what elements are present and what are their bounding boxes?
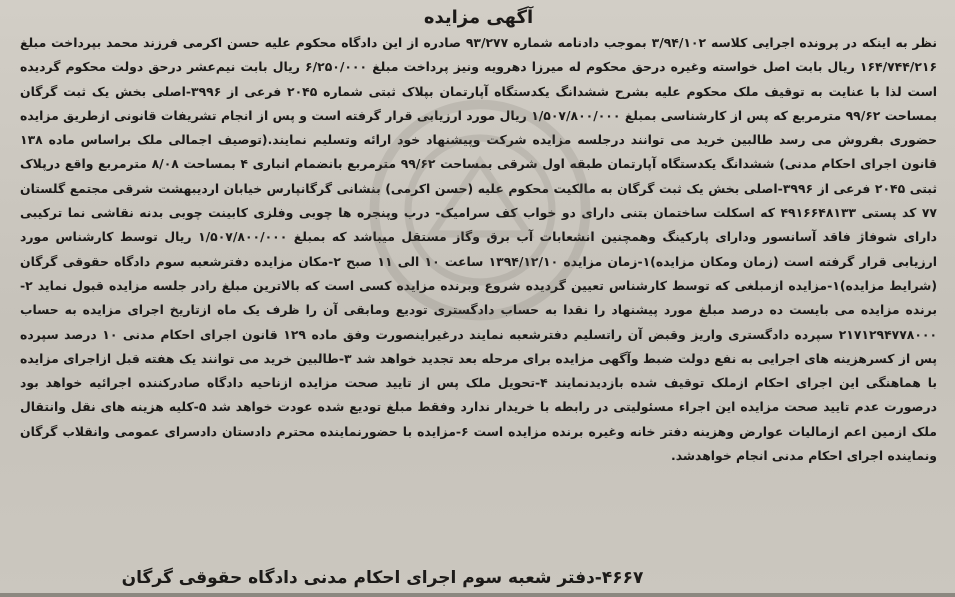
notice-footer-signature: ۴۶۶۷-دفتر شعبه سوم اجرای احکام مدنی دادگاه حقوقی گرگان: [121, 568, 644, 588]
notice-title: آگهی مزایده: [423, 7, 534, 28]
bottom-rule: [0, 593, 955, 597]
notice-body: نظر به اینکه در پرونده اجرایی کلاسه ۳/۹۴/۱۰۲ بموجب دادنامه شماره ۹۳/۲۷۷ صادره از این دادگاه محکوم علیه حسن اکرمی فرزند محمد بپرداخت مبلغ ۱۶۴/۷۴۴/۲۱۶ ریال بابت اصل خواسته وغیره درحق محکوم له میرزا دهرویه ونیز پرداخت مبلغ ۶/۲۵۰/۰۰۰ ریال بابت نیم‌عشر درحق دولت محکوم گردیده است لذا با عنایت به توقیف ملک محکوم علیه بشرح ششدانگ یکدستگاه آپارتمان بپلاک ثبتی شماره ۲۰۴۵ فرعی از ۳۹۹۶-اصلی بخش یک ثبت گرگان بمساحت ۹۹/۶۲ مترمربع که پس از کارشناسی بمبلغ ۱/۵۰۷/۸۰۰/۰۰۰ ریال مورد ارزیابی قرار گرفته است و پس از انجام تشریفات قانونی ازطریق مزایده حضوری بفروش می رسد طالبین خرید می توانند درجلسه مزایده شرکت وپیشنهاد خود ارائه وتسلیم نمایند.(توصیف اجمالی ملک براساس ماده ۱۳۸ قانون اجرای احکام مدنی) ششدانگ یکدستگاه آپارتمان طبقه اول شرقی بمساحت ۹۹/۶۲ مترمربع بانضمام انباری ۴ بمساحت ۸/۰۸ مترمربع واقع درپلاک ثبتی ۲۰۴۵ فرعی از ۳۹۹۶-اصلی بخش یک ثبت گرگان به مالکیت محکوم علیه (حسن اکرمی) بنشانی گرگانپارس خیابان اردیبهشت شرقی مجتمع گلستان ۷۷ کد پستی ۴۹۱۶۶۴۸۱۳۳ که اسکلت ساختمان بتنی دارای دو خواب کف سرامیک- درب وپنجره ها چوبی وفلزی کابینت چوبی بدنه نقاشی نما ترکیبی دارای شوفاژ فاقد آسانسور ودارای پارکینگ وهمچنین انشعابات آب برق وگاز مستقل میباشد که بمبلغ ۱/۵۰۷/۸۰۰/۰۰۰ ریال توسط کارشناس مورد ارزیابی قرار گرفته است (زمان ومکان مزایده)۱-زمان مزایده ۱۳۹۴/۱۲/۱۰ ساعت ۱۰ الی ۱۱ صبح ۲-مکان مزایده دفترشعبه سوم دادگاه حقوقی گرگان (شرایط مزایده)۱-مزایده ازمبلغی که توسط کارشناس تعیین گردیده شروع وبرنده مزایده کسی است که بالاترین مبلغ رادر جلسه مزایده قبول نماید ۲-برنده مزایده می بایست ده درصد مبلغ مورد پیشنهاد را نقدا به حساب دادگستری تودیع ومابقی آن را ظرف یک ماه ازتاریخ اجرای مزایده به حساب ۲۱۷۱۲۹۴۷۷۸۰۰۰ سپرده دادگستری واریز وقبض آن راتسلیم دفترشعبه نمایند درغیراینصورت وفق ماده ۱۲۹ قانون اجرای احکام مدنی ۱۰ درصد سپرده پس از کسرهزینه های اجرایی به نفع دولت ضبط وآگهی مزایده برای مرحله بعد تجدید خواهد شد ۳-طالبین خرید می توانند یک هفته قبل ازاجرای مزایده با هماهنگی این اجرای احکام ازملک توقیف شده بازدیدنمایند ۴-تحویل ملک پس از تایید صحت مزایده ازناحیه دادگاه صادرکننده اجرائیه خواهد بود درصورت عدم تایید صحت مزایده این اجراء مسئولیتی در رابطه با خریدار ندارد وفقط مبلغ تودیع شده عودت خواهد شد ۵-کلیه هزینه های نقل وانتقال ملک ازمین اعم ازمالیات عوارض وهزینه دفتر خانه وغیره برنده مزایده است ۶-مزایده با حضورنماینده محترم دادستان دادسرای عمومی وانقلاب گرگان ونماینده اجرای احکام مدنی انجام خواهدشد.: [20, 35, 938, 464]
